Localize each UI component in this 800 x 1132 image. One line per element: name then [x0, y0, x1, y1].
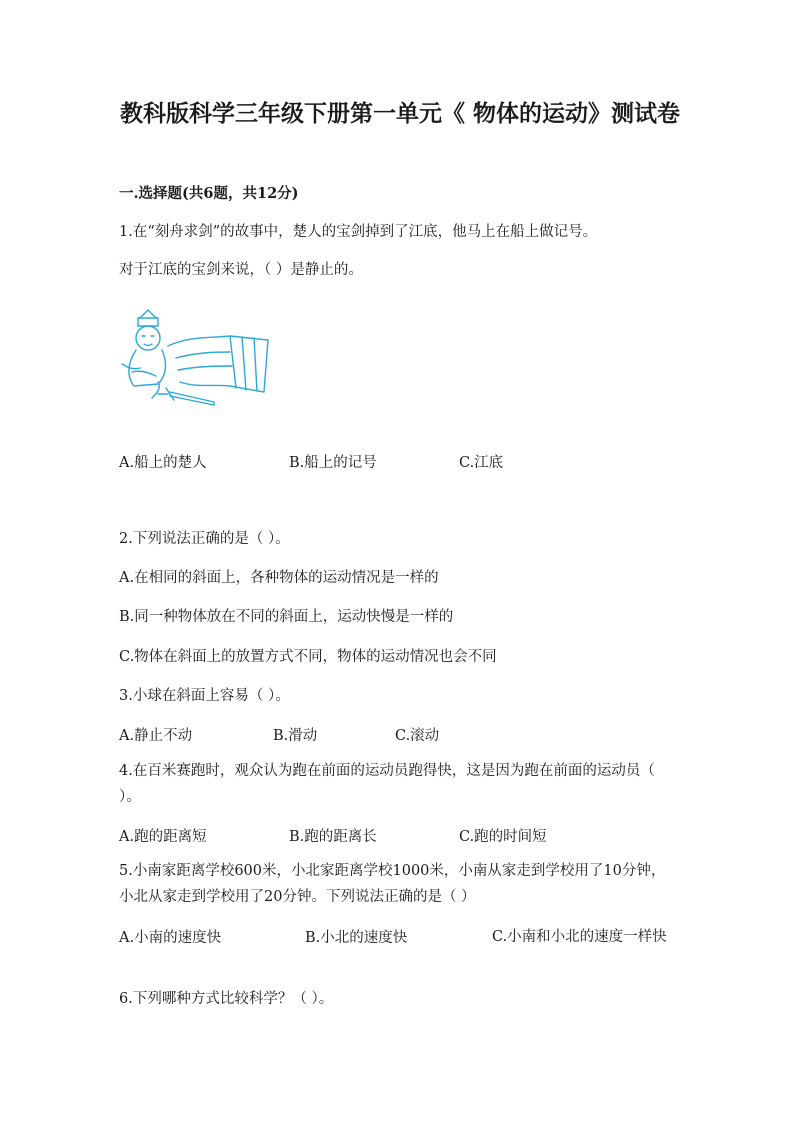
- section-heading: 一.选择题(共6题，共12分): [119, 185, 299, 202]
- q4-option-c: C.跑的时间短: [459, 829, 547, 845]
- q3-option-c: C.滚动: [395, 728, 440, 744]
- q5-option-a: A.小南的速度快: [119, 930, 222, 946]
- question-2-stem: 2.下列说法正确的是（ ）。: [119, 531, 290, 547]
- q3-option-a: A.静止不动: [119, 728, 193, 744]
- q3-option-b: B.滑动: [273, 728, 318, 744]
- q1-option-a: A.船上的楚人: [119, 455, 207, 471]
- q2-option-c: C.物体在斜面上的放置方式不同，物体的运动情况也会不同: [119, 649, 497, 665]
- q4-option-a: A.跑的距离短: [119, 829, 207, 845]
- question-4-stem: 4.在百米赛跑时，观众认为跑在前面的运动员跑得快，这是因为跑在前面的运动员（ ）。: [119, 763, 655, 805]
- q2-option-a: A.在相同的斜面上，各种物体的运动情况是一样的: [119, 570, 439, 586]
- question-1-line-1: 1.在“刻舟求剑”的故事中，楚人的宝剑掉到了江底，他马上在船上做记号。: [119, 224, 598, 240]
- q4-option-b: B.跑的距离长: [289, 829, 377, 845]
- question-1-line-2: 对于江底的宝剑来说，（ ）是静止的。: [119, 262, 363, 278]
- q5-option-c: C.小南和小北的速度一样快: [492, 929, 667, 945]
- q1-option-c: C.江底: [459, 455, 504, 471]
- question-5-stem: 5.小南家距离学校600米，小北家距离学校1000米，小南从家走到学校用了10分钟，小北从家走到学校用了20分钟。下列说法正确的是（ ）: [119, 863, 666, 905]
- boat-story-illustration: [118, 306, 274, 408]
- q5-option-b: B.小北的速度快: [305, 930, 408, 946]
- page-title: 教科版科学三年级下册第一单元《 物体的运动》测试卷: [119, 100, 680, 127]
- question-3-stem: 3.小球在斜面上容易（ ）。: [119, 688, 290, 704]
- question-6-stem: 6.下列哪种方式比较科学？（ ）。: [119, 991, 334, 1007]
- q1-option-b: B.船上的记号: [289, 455, 377, 471]
- q2-option-b: B.同一种物体放在不同的斜面上，运动快慢是一样的: [119, 609, 454, 625]
